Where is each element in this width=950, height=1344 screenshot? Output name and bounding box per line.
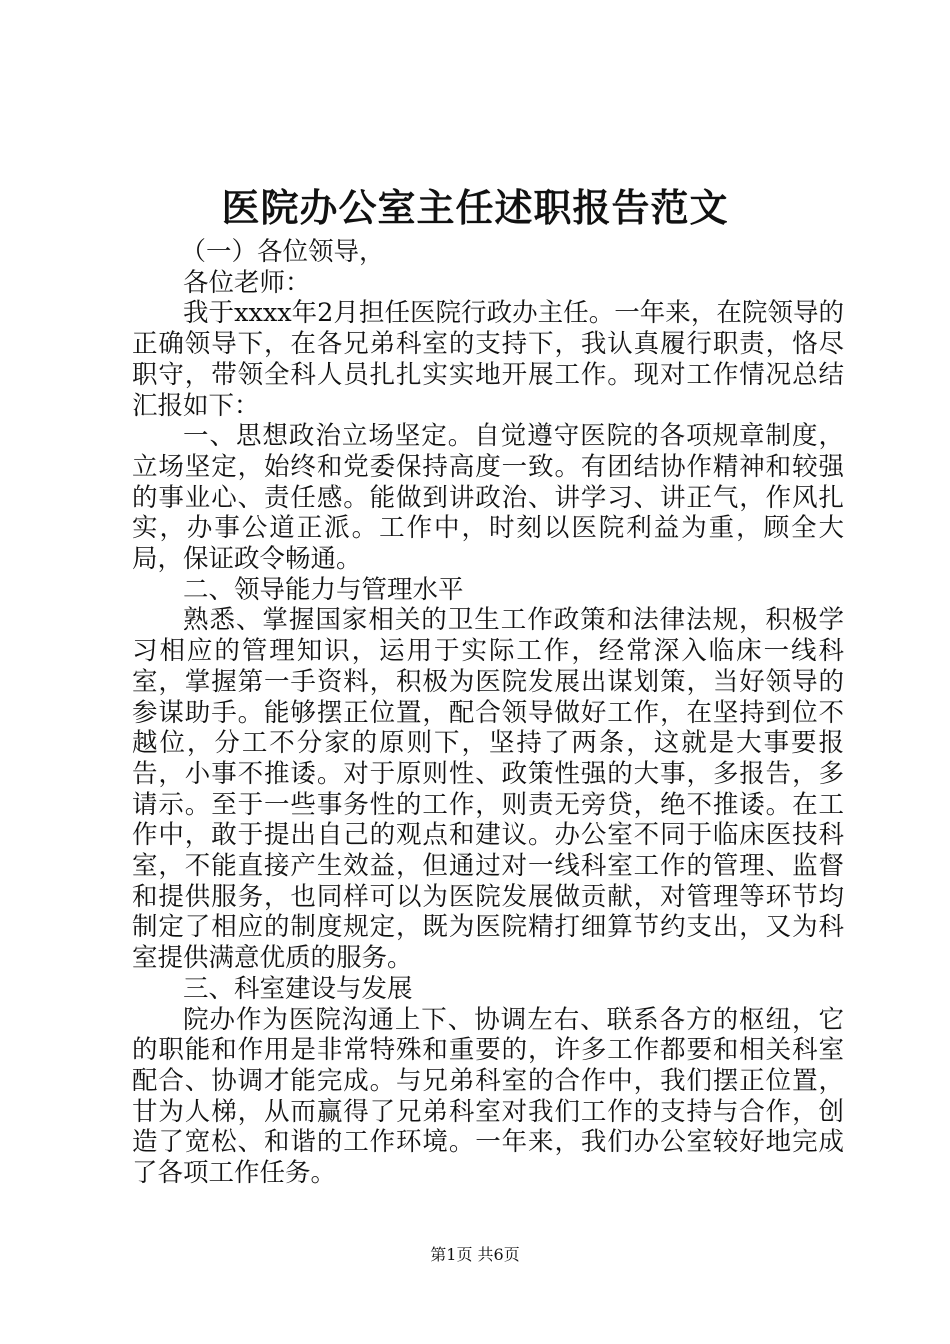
intro-paragraph: 我于xxxx年2月担任医院行政办主任。一年来，在院领导的正确领导下，在各兄弟科室的支持下，我认真履行职责，恪尽职守，带领全科人员扎扎实实地开展工作。现对工作情况总结汇报如下： [132, 298, 844, 421]
greeting-line-1: （一）各位领导， [180, 237, 385, 267]
section-2-heading: 二、领导能力与管理水平 [183, 574, 464, 605]
section-2-paragraph: 熟悉、掌握国家相关的卫生工作政策和法律法规，积极学习相应的管理知识，运用于实际工作，经常深入临床一线科室，掌握第一手资料，积极为医院发展出谋划策，当好领导的参谋助手。能够摆正位置，配合领导做好工作，在坚持到位不越位，分工不分家的原则下，坚持了两条，这就是大事要报告，小事不推诿。对于原则性、政策性强的大事，多报告，多请示。至于一些事务性的工作，则责无旁贷，绝不推诿。在工作中，敢于提出自己的观点和建议。办公室不同于临床医技科室，不能直接产生效益，但通过对一线科室工作的管理、监督和提供服务，也同样可以为医院发展做贡献，对管理等环节均制定了相应的制度规定，既为医院精打细算节约支出，又为科室提供满意优质的服务。 [132, 605, 844, 974]
section-3-heading: 三、科室建设与发展 [183, 973, 413, 1004]
page-number-footer: 第1页 共6页 [430, 1245, 520, 1264]
document-title: 医院办公室主任述职报告范文 [221, 185, 729, 230]
section-1-paragraph: 一、思想政治立场坚定。自觉遵守医院的各项规章制度，立场坚定，始终和党委保持高度一致。有团结协作精神和较强的事业心、责任感。能做到讲政治、讲学习、讲正气，作风扎实，办事公道正派。工作中，时刻以医院利益为重，顾全大局，保证政令畅通。 [132, 421, 844, 575]
greeting-line-2: 各位老师： [183, 267, 311, 298]
section-3-paragraph: 院办作为医院沟通上下、协调左右、联系各方的枢纽，它的职能和作用是非常特殊和重要的，许多工作都要和相关科室配合、协调才能完成。与兄弟科室的合作中，我们摆正位置，甘为人梯，从而赢得了兄弟科室对我们工作的支持与合作，创造了宽松、和谐的工作环境。一年来，我们办公室较好地完成了各项工作任务。 [132, 1004, 844, 1189]
document-body [132, 237, 844, 1189]
